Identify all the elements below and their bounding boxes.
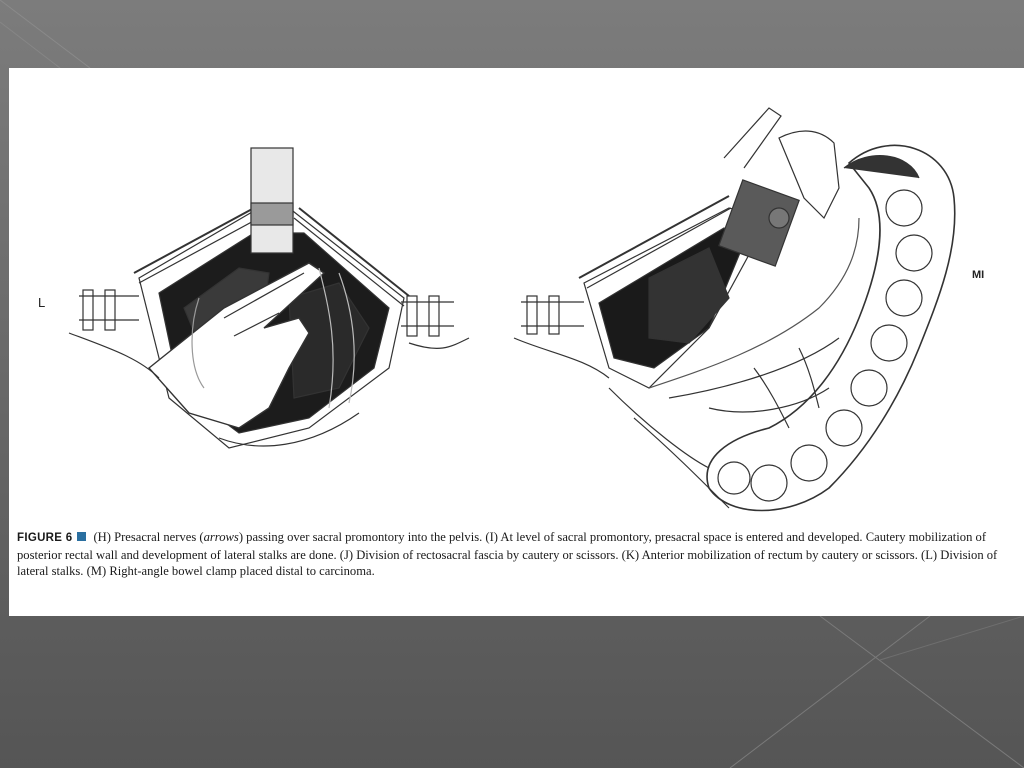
- illustration-left-panel: [69, 148, 469, 448]
- illustration-right-panel: [514, 108, 955, 511]
- figure-label: FIGURE 6: [17, 532, 73, 544]
- surgical-illustration: [9, 68, 1024, 573]
- panel-label-right: MI: [972, 269, 985, 281]
- panel-label-left: L: [38, 295, 46, 310]
- figure-caption: [17, 529, 1017, 580]
- caption-italic-term: arrows: [203, 530, 239, 544]
- caption-text-part2: ) passing over sacral promontory into the pelvis. (I) At level of sacral promontory, presacral space is entered and developed. Cautery mobilization of posterior rectal wall and development of lateral stalks are done. (J) Division of rectosacral fascia by cautery or scissors. (K) Anterior mobilization of rectum by cautery or scissors. (L) Division of lateral stalks. (M) Right-angle bowel clamp placed distal to carcinoma.: [17, 530, 998, 579]
- caption-text-part1: (H) Presacral nerves (: [93, 530, 204, 544]
- figure-panel: [9, 68, 1024, 616]
- caption-marker-icon: [77, 532, 86, 541]
